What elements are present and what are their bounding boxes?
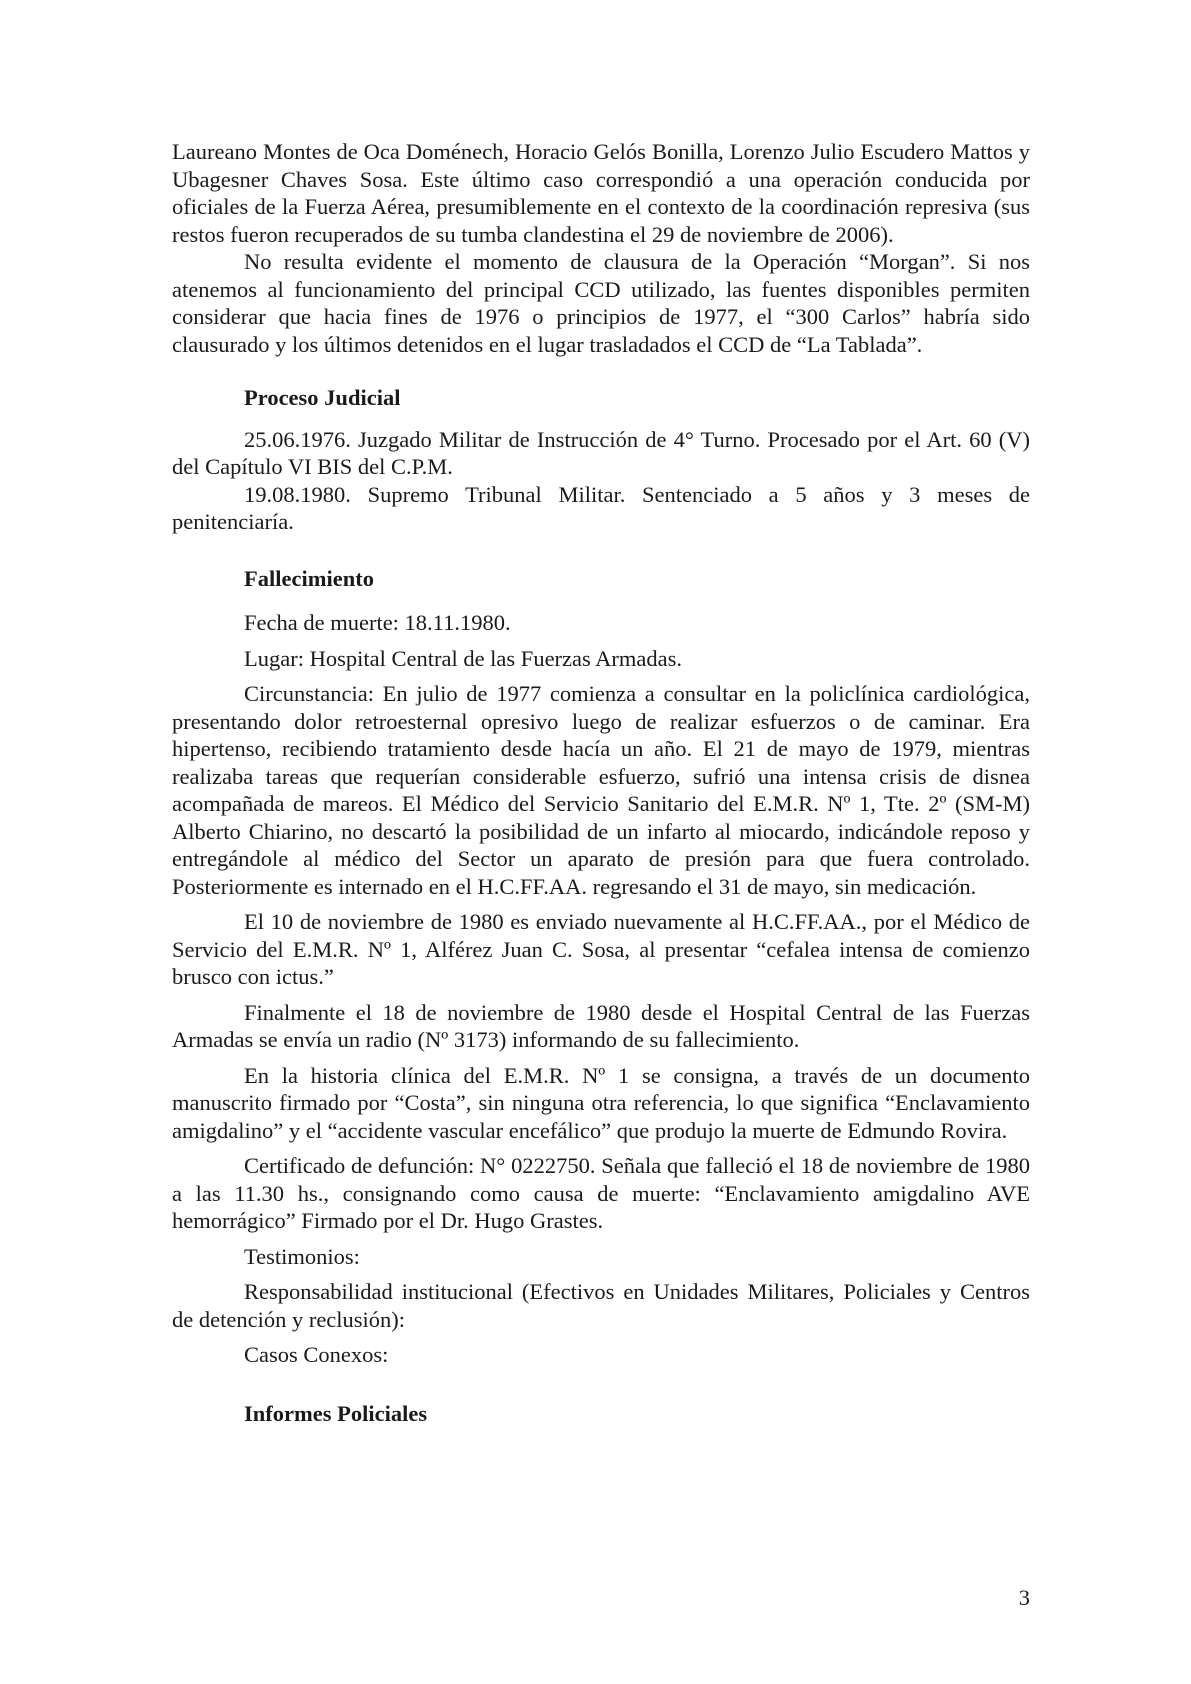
certificado-defuncion: Certificado de defunción: N° 0222750. Señala que falleció el 18 de noviembre de 1980 a las 11.30 hs., consignando como causa de muerte: “Enclavamiento amigdalino AVE hemorrágico” Firmado por el Dr. Hugo Grastes. bbox=[172, 1153, 1030, 1233]
page-number: 3 bbox=[1018, 1585, 1030, 1610]
casos-conexos-label: Casos Conexos: bbox=[244, 1342, 389, 1367]
lugar-muerte: Lugar: Hospital Central de las Fuerzas Armadas. bbox=[244, 645, 683, 671]
proceso-item-2: 19.08.1980. Supremo Tribunal Militar. Sentenciado a 5 años y 3 meses de penitenciaría. bbox=[172, 481, 1030, 534]
testimonios-label: Testimonios: bbox=[244, 1243, 360, 1269]
fecha-muerte: Fecha de muerte: 18.11.1980. bbox=[244, 610, 511, 635]
document-page bbox=[172, 138, 1030, 1427]
paragraph-10-noviembre: El 10 de noviembre de 1980 es enviado nuevamente al H.C.FF.AA., por el Médico de Servicio del E.M.R. Nº 1, Alférez Juan C. Sosa, al presentar “cefalea intensa de comienzo brusco con ictus.” bbox=[172, 909, 1030, 989]
heading-fallecimiento: Fallecimiento bbox=[244, 565, 374, 591]
proceso-item-1: 25.06.1976. Juzgado Militar de Instrucción de 4° Turno. Procesado por el Art. 60 (V) del Capítulo VI BIS del C.P.M. bbox=[172, 426, 1030, 479]
intro-paragraph-1: Laureano Montes de Oca Doménech, Horacio Gelós Bonilla, Lorenzo Julio Escudero Mattos y Ubagesner Chaves Sosa. Este último caso correspondió a una operación conducida por oficiales de la Fuerza Aérea, presumiblemente en el contexto de la coordinación represiva (sus restos fueron recuperados de su tumba clandestina el 29 de noviembre de 2006). bbox=[172, 139, 1030, 247]
paragraph-historia-clinica: En la historia clínica del E.M.R. Nº 1 se consigna, a través de un documento manuscrito firmado por “Costa”, sin ninguna otra referencia, lo que significa “Enclavamiento amigdalino” y el “accidente vascular encefálico” que produjo la muerte de Edmundo Rovira. bbox=[172, 1062, 1030, 1143]
responsabilidad-institucional: Responsabilidad institucional (Efectivos en Unidades Militares, Policiales y Centros de detención y reclusión): bbox=[172, 1279, 1030, 1332]
paragraph-18-noviembre: Finalmente el 18 de noviembre de 1980 desde el Hospital Central de las Fuerzas Armadas se envía un radio (Nº 3173) informando de su fallecimiento. bbox=[172, 999, 1030, 1052]
heading-proceso-judicial: Proceso Judicial bbox=[244, 385, 401, 410]
heading-informes-policiales: Informes Policiales bbox=[244, 1400, 428, 1426]
circunstancia-paragraph: Circunstancia: En julio de 1977 comienza a consultar en la policlínica cardiológica, presentando dolor retroesternal opresivo luego de realizar esfuerzos o de caminar. Era hipertenso, recibiendo tratamiento desde hacía un año. El 21 de mayo de 1979, mientras realizaba tareas que requerían considerable esfuerzo, sufrió una intensa crisis de disnea acompañada de mareos. El Médico del Servicio Sanitario del E.M.R. Nº 1, Tte. 2º (SM-M) Alberto Chiarino, no descartó la posibilidad de un infarto al miocardo, indicándole reposo y entregándole al médico del Sector un aparato de presión para que fuera controlado. Posteriormente es internado en el H.C.FF.AA. regresando el 31 de mayo, sin medicación. bbox=[172, 681, 1030, 899]
intro-paragraph-2: No resulta evidente el momento de clausura de la Operación “Morgan”. Si nos atenemos al funcionamiento del principal CCD utilizado, las fuentes disponibles permiten considerar que hacia fines de 1976 o principios de 1977, el “300 Carlos” habría sido clausurado y los últimos detenidos en el lugar trasladados el CCD de “La Tablada”. bbox=[172, 249, 1030, 357]
